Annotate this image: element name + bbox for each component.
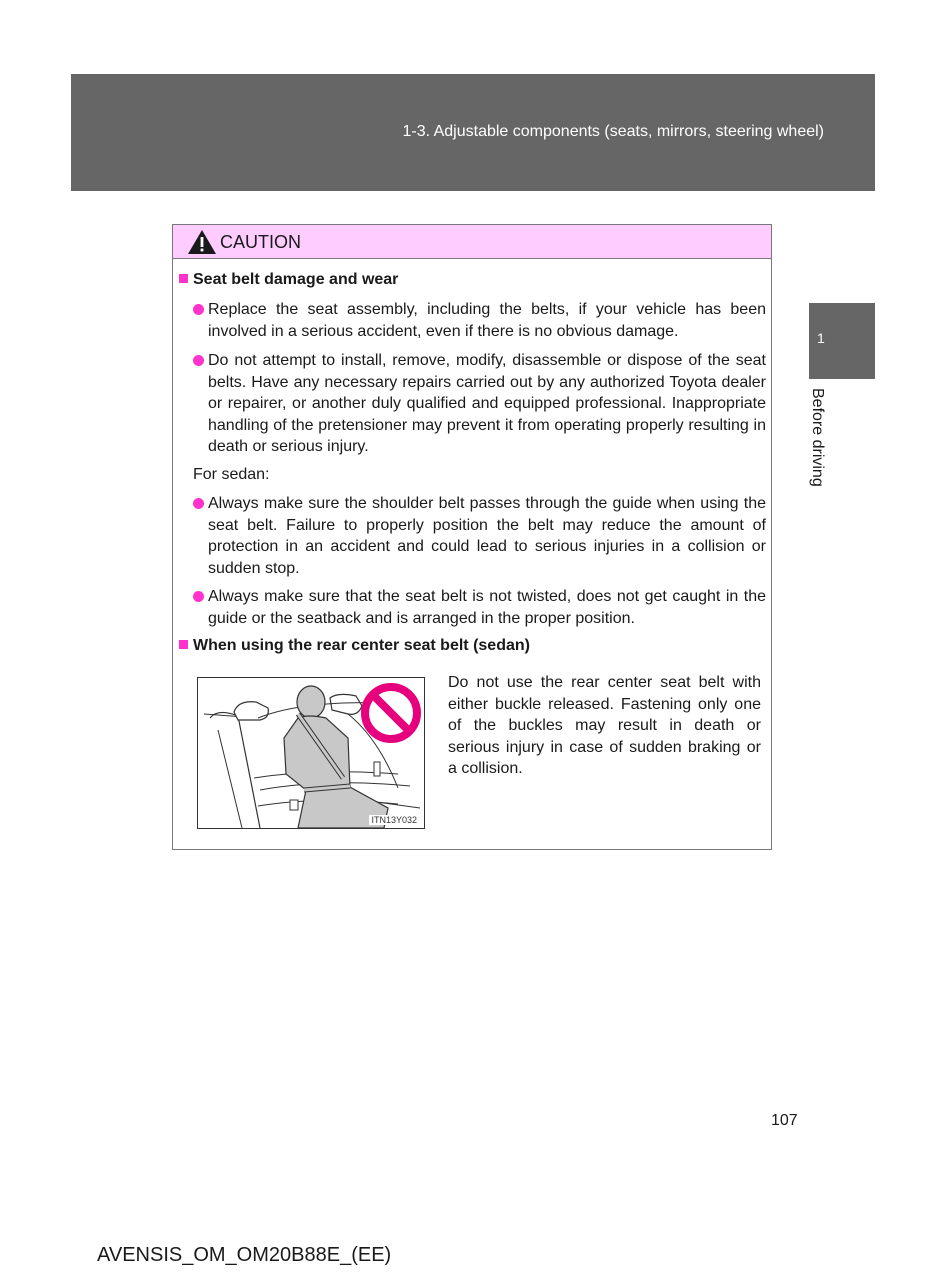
list-item <box>193 493 766 579</box>
caution-title: CAUTION <box>220 232 301 252</box>
document-id: AVENSIS_OM_OM20B88E_(EE) <box>97 1244 392 1266</box>
section-title: 1-3. Adjustable components (seats, mirrors, steering wheel) <box>402 123 824 140</box>
sedan-label: For sedan: <box>193 466 270 483</box>
page-number: 107 <box>771 1112 798 1129</box>
caution-header <box>173 225 771 259</box>
list-item <box>193 586 766 629</box>
bullet-dot-icon <box>193 355 204 366</box>
bullet-dot-icon <box>193 304 204 315</box>
figure-code: ITN13Y032 <box>371 815 417 825</box>
figure-description: Do not use the rear center seat belt with either buckle released. Fastening only one of the buckles may result in death or serious injury in case of sudden braking or a collision. <box>448 674 761 778</box>
rear-seat-drawing <box>198 678 424 828</box>
bullet-text: Always make sure the shoulder belt passes through the guide when using the seat belt. Failure to properly position the belt may reduce the amount of protection in an accident and could lead to serious injuries in a collision or sudden stop. <box>208 495 766 577</box>
list-item <box>193 350 766 458</box>
bullet-text: Always make sure that the seat belt is not twisted, does not get caught in the guide or the seatback and is arranged in the proper position. <box>208 588 766 627</box>
section-heading-center-belt <box>179 637 530 655</box>
bullet-text: Do not attempt to install, remove, modify, disassemble or dispose of the seat belts. Have any necessary repairs carried out by any authorized Toyota dealer or repairer, or another duly qualified and equipped professional. Inappropriate handling of the pretensioner may prevent it from operating properly resulting in death or serious injury. <box>208 352 766 456</box>
section-heading-text: When using the rear center seat belt (sedan) <box>193 637 530 654</box>
square-bullet-icon <box>179 274 188 283</box>
section-heading-damage <box>179 271 398 289</box>
bullet-dot-icon <box>193 498 204 509</box>
chapter-tab <box>809 303 875 379</box>
chapter-number: 1 <box>817 330 825 346</box>
page-header <box>71 74 875 191</box>
warning-triangle-icon <box>187 229 217 255</box>
prohibition-icon <box>365 687 417 739</box>
bullet-text: Replace the seat assembly, including the belts, if your vehicle has been involved in a serious accident, even if there is no obvious damage. <box>208 301 766 340</box>
section-heading-text: Seat belt damage and wear <box>193 271 399 288</box>
list-item <box>193 299 766 342</box>
chapter-label: Before driving <box>809 388 826 487</box>
square-bullet-icon <box>179 640 188 649</box>
bullet-dot-icon <box>193 591 204 602</box>
seat-belt-illustration <box>197 677 425 829</box>
caution-box <box>172 224 772 850</box>
